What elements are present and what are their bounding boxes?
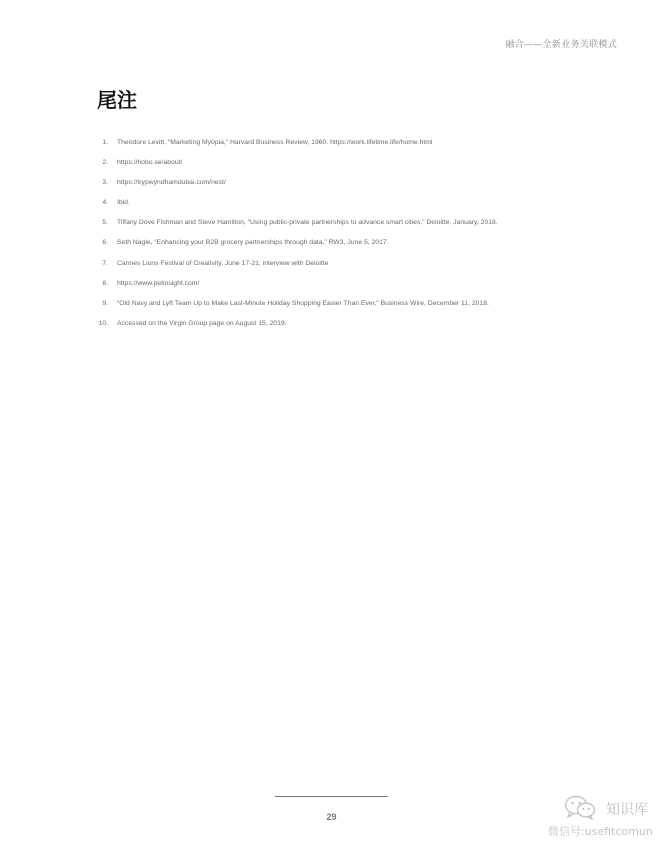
endnote-item (97, 218, 597, 238)
endnotes-list (97, 138, 597, 339)
endnote-item (97, 158, 597, 178)
watermark-account: 微信号:usefitcomun (548, 825, 653, 838)
endnote-text: Ibid. (117, 199, 130, 207)
endnote-number: 9. (102, 299, 108, 307)
endnote-number: 6. (102, 239, 108, 247)
endnote-number: 3. (102, 179, 108, 187)
footer-divider (275, 796, 388, 797)
endnote-text: Accessed on the Virgin Group page on August 15, 2019. (117, 319, 287, 327)
running-header: 融合——全新业务关联模式 (505, 40, 617, 50)
endnote-text: “Old Navy and Lyft Team Up to Make Last-Minute Holiday Shopping Easier Than Ever,” Business Wire, December 11, 2018. (117, 299, 489, 307)
endnote-text: Cannes Lions Festival of Creativity, June 17-21; interview with Deloitte (117, 259, 329, 267)
watermark-name: 知识库 (606, 802, 648, 818)
endnote-item (97, 279, 597, 299)
endnote-text: https://www.petinsight.com/ (117, 279, 200, 287)
endnote-number: 4. (102, 199, 108, 207)
endnote-text: https://hobo.se/about/ (117, 159, 183, 167)
endnote-number: 8. (102, 279, 108, 287)
endnote-text: Tiffany Dove Fishman and Steve Hamilton, “Using public-private partnerships to advance smart cities,” Deloitte, January, 2018. (117, 219, 498, 227)
endnote-number: 2. (102, 159, 108, 167)
endnote-number: 1. (102, 139, 108, 146)
endnote-text: Theodore Levitt, “Marketing Myopia,” Harvard Business Review, 1960. https://work.lifetime.life/home.html (117, 139, 433, 146)
endnote-number: 5. (102, 219, 108, 227)
endnote-item (97, 178, 597, 198)
page-number: 29 (326, 812, 337, 822)
endnote-number: 7. (102, 259, 108, 267)
endnote-item (97, 198, 597, 218)
endnote-item (97, 138, 597, 158)
endnote-item (97, 259, 597, 279)
endnote-text: Seth Nagle, “Enhancing your B2B grocery partnerships through data,” RW3, June 5, 2017. (117, 239, 389, 247)
endnote-item (97, 238, 597, 258)
wechat-icon (564, 794, 596, 820)
page-title: 尾注 (97, 88, 137, 112)
endnote-item (97, 299, 597, 319)
endnote-text: https://trypwyndhamdubai.com/nest/ (117, 179, 226, 187)
watermark (548, 794, 660, 840)
endnote-number: 10. (98, 319, 108, 327)
endnote-item (97, 319, 597, 339)
